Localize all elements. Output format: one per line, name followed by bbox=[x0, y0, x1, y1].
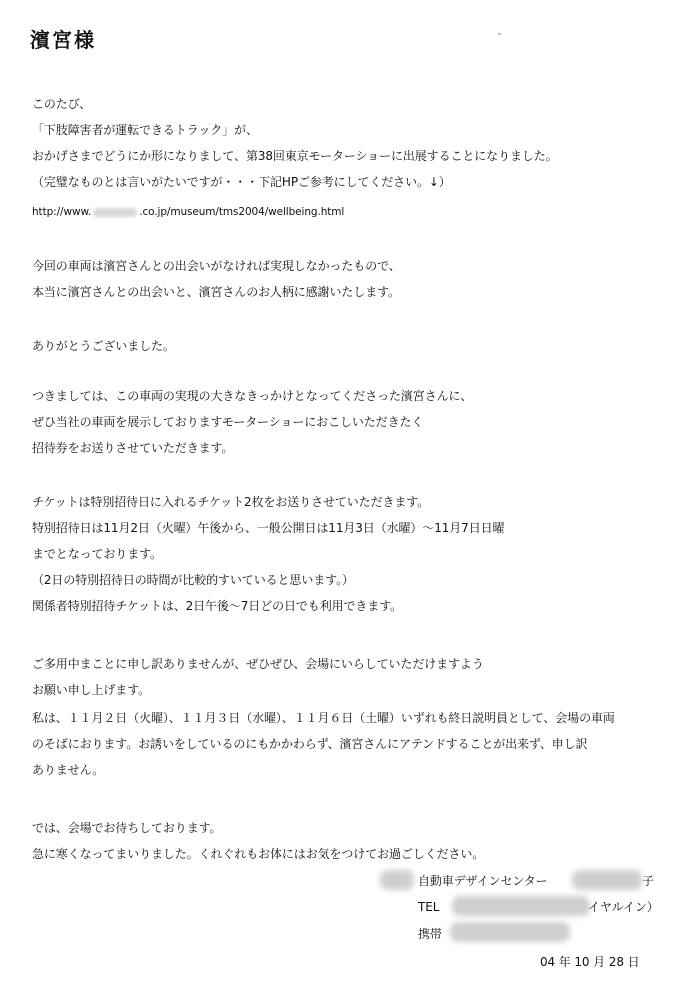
body-line: 急に寒くなってまいりました。くれぐれもお体にはお気をつけてお過ごしください。 bbox=[32, 847, 485, 861]
url-prefix: http://www. bbox=[32, 206, 92, 218]
letter-date: 04 年 10 月 28 日 bbox=[540, 955, 640, 969]
body-line: では、会場でお待ちしております。 bbox=[32, 821, 222, 835]
body-line: ぜひ当社の車両を展示しておりますモーターショーにおこしいただきたく bbox=[32, 415, 424, 429]
redacted-company bbox=[380, 870, 414, 890]
mobile-label: 携帯 bbox=[418, 927, 442, 941]
body-line: （完璧なものとは言いがたいですが・・・下記HPご参考にしてください。↓） bbox=[32, 175, 451, 189]
scan-speck bbox=[498, 33, 501, 35]
redacted-mobile bbox=[450, 922, 570, 942]
redacted-tel bbox=[452, 896, 590, 916]
body-line: （2日の特別招待日の時間が比較的すいていると思います。） bbox=[32, 573, 354, 587]
body-line: のそばにおります。お誘いをしているのにもかかわらず、濱宮さんにアテンドすることが出来ず、申し訳 bbox=[32, 737, 588, 751]
redacted-domain bbox=[93, 208, 137, 217]
body-line: ありがとうございました。 bbox=[32, 339, 175, 353]
body-line: つきましては、この車両の実現の大きなきっかけとなってくださった濱宮さんに、 bbox=[32, 389, 473, 403]
body-line: ありません。 bbox=[32, 763, 105, 777]
body-line: おかげさまでどうにか形になりまして、第38回東京モーターショーに出展することになりました。 bbox=[32, 149, 558, 163]
body-line: このたび、 bbox=[32, 97, 92, 111]
body-line: 関係者特別招待チケットは、2日午後〜7日どの日でも利用できます。 bbox=[32, 599, 403, 613]
body-line: チケットは特別招待日に入れるチケット2枚をお送りさせていただきます。 bbox=[32, 495, 430, 509]
body-line: お願い申し上げます。 bbox=[32, 683, 151, 697]
body-line: ご多用中まことに申し訳ありませんが、ぜひぜひ、会場にいらしていただけますよう bbox=[32, 657, 484, 671]
tel-suffix: イヤルイン） bbox=[588, 900, 659, 914]
signature-name-suffix: 子 bbox=[642, 874, 654, 888]
body-line: 私は、１１月２日（火曜）、１１月３日（水曜）、１１月６日（土曜）いずれも終日説明員として、会場の車両 bbox=[32, 711, 615, 725]
body-line: 招待券をお送りさせていただきます。 bbox=[32, 441, 234, 455]
tel-label: TEL bbox=[418, 900, 440, 914]
url-suffix: .co.jp/museum/tms2004/wellbeing.html bbox=[139, 206, 345, 218]
body-line: 「下肢障害者が運転できるトラック」が、 bbox=[32, 123, 258, 137]
body-line: 今回の車両は濱宮さんとの出会いがなければ実現しなかったもので、 bbox=[32, 259, 401, 273]
body-line: までとなっております。 bbox=[32, 547, 162, 561]
signature-dept: 自動車デザインセンター bbox=[418, 874, 548, 888]
redacted-name bbox=[572, 870, 642, 890]
body-line: 特別招待日は11月2日（火曜）午後から、一般公開日は11月3日（水曜）〜11月7日日曜 bbox=[32, 521, 505, 535]
homepage-url bbox=[32, 204, 344, 220]
salutation: 濱宮様 bbox=[30, 28, 96, 52]
body-line: 本当に濱宮さんとの出会いと、濱宮さんのお人柄に感謝いたします。 bbox=[32, 285, 400, 299]
